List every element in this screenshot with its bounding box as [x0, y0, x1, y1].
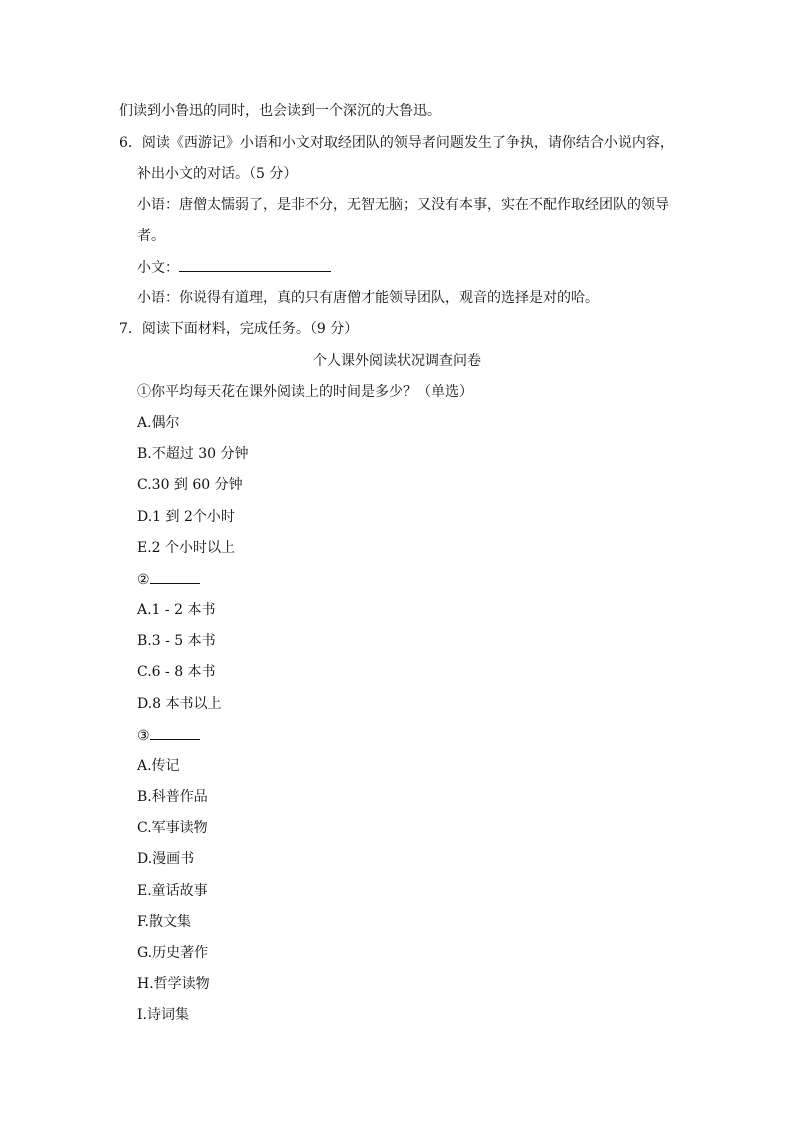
s3-option-i: I.诗词集 — [137, 1007, 189, 1023]
s1-option-b: B.不超过 30 分钟 — [137, 446, 249, 462]
s3-option-e: E.童话故事 — [137, 883, 208, 899]
s3-option-b: B.科普作品 — [137, 789, 208, 805]
s3-marker: ③ — [137, 728, 150, 744]
s3-question-blank[interactable] — [150, 725, 200, 740]
xiaoyu-dialogue-1-line-1: 小语：唐僧太懦弱了，是非不分，无智无脑；又没有本事，实在不配作取经团队的领导 — [137, 197, 669, 213]
survey-question-3 — [137, 725, 200, 746]
s3-option-f: F.散文集 — [137, 914, 191, 930]
s2-marker: ② — [137, 572, 150, 588]
s1-option-c: C.30 到 60 分钟 — [137, 477, 243, 493]
s2-option-d: D.8 本书以上 — [137, 696, 222, 712]
xiaowen-answer-line — [137, 257, 331, 278]
s2-option-a: A.1 - 2 本书 — [137, 602, 216, 618]
s1-option-a: A.偶尔 — [137, 415, 180, 431]
survey-title: 个人课外阅读状况调查问卷 — [313, 353, 481, 369]
continuation-text: 们读到小鲁迅的同时，也会读到一个深沉的大鲁迅。 — [119, 103, 441, 119]
s3-option-g: G.历史著作 — [137, 945, 209, 961]
s1-option-e: E.2 个小时以上 — [137, 540, 236, 556]
survey-question-2 — [137, 569, 200, 590]
s1-option-d: D.1 到 2个小时 — [137, 509, 235, 525]
xiaowen-label: 小文： — [137, 260, 179, 276]
s3-option-c: C.军事读物 — [137, 820, 208, 836]
s3-option-d: D.漫画书 — [137, 851, 195, 867]
survey-question-1: ①你平均每天花在课外阅读上的时间是多少？（单选） — [137, 384, 473, 400]
xiaowen-answer-blank[interactable] — [179, 257, 331, 272]
s2-question-blank[interactable] — [150, 569, 200, 584]
s2-option-b: B.3 - 5 本书 — [137, 633, 216, 649]
question-7-line-1: 7．阅读下面材料，完成任务。（9 分） — [119, 321, 359, 337]
xiaoyu-dialogue-1-line-2: 者。 — [137, 228, 165, 244]
question-6-line-1: 6．阅读《西游记》小语和小文对取经团队的领导者问题发生了争执，请你结合小说内容， — [119, 135, 674, 151]
s3-option-h: H.哲学读物 — [137, 976, 210, 992]
question-6-line-2: 补出小文的对话。（5 分） — [137, 166, 298, 182]
s2-option-c: C.6 - 8 本书 — [137, 664, 216, 680]
s3-option-a: A.传记 — [137, 758, 180, 774]
xiaoyu-dialogue-2: 小语：你说得有道理，真的只有唐僧才能领导团队，观音的选择是对的哈。 — [137, 290, 599, 306]
